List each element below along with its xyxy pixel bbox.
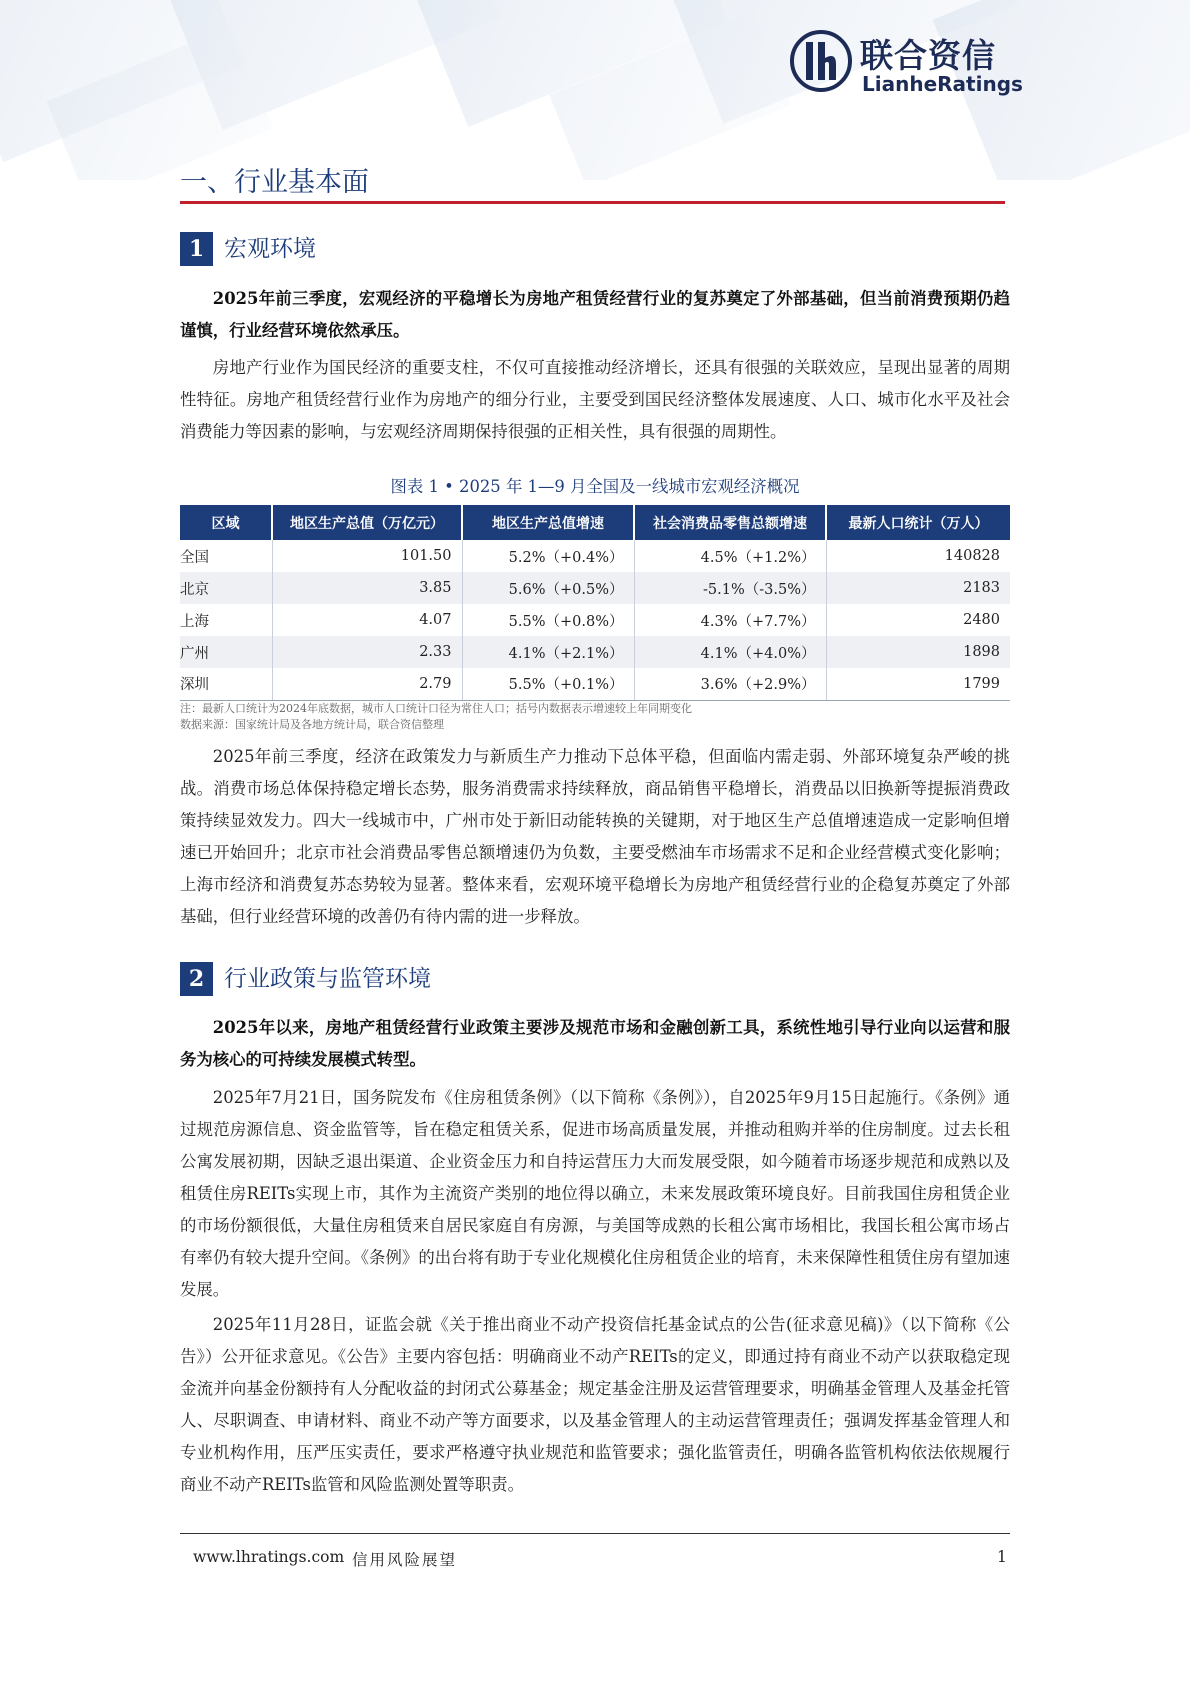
table-cell: 2480 [963, 612, 1000, 628]
section-1-number: 1 [180, 232, 213, 266]
table-cell: 2.33 [272, 636, 462, 668]
section-2-paragraph-1: 2025年7月21日，国务院发布《住房租赁条例》（以下简称《条例》），自2025年9月15日起施行。《条例》通过规范房源信息、资金监管等，旨在稳定租赁关系，促进市场高质量发展，并推动租购并举的住房制度。过去长租公寓发展初期，因缺乏退出渠道、企业资金压力和自持运营压力大而发展受限，如今随着市场逐步规范和成熟以及租赁住房REITs实现上市，其作为主流资产类别的地位得以确立，未来发展政策环境良好。目前我国住房租赁企业的市场份额很低，大量住房租赁来自居民家庭自有房源，与美国等成熟的长租公寓市场相比，我国长租公寓市场占有率仍有较大提升空间。《条例》的出台将有助于专业化规模化住房租赁企业的培育，未来保障性租赁住房有望加速发展。 [180, 1088, 1010, 1299]
table-row [180, 636, 1010, 668]
table-cell: 2.79 [272, 668, 462, 700]
brand-name-cn: 联合资信 [860, 36, 996, 75]
chapter-divider [180, 201, 1005, 204]
table-row [180, 668, 1010, 700]
table-note: 注：最新人口统计为2024年底数据，城市人口统计口径为常住人口；括号内数据表示增速较上年同期变化 [180, 702, 692, 715]
table-cell: 北京 [180, 572, 272, 604]
table-cell: 全国 [180, 540, 272, 572]
table-cell: -5.1%（-3.5%） [634, 572, 826, 604]
table-cell: 上海 [180, 604, 272, 636]
table-cell: 3.85 [272, 572, 462, 604]
section-1-title: 宏观环境 [224, 236, 316, 262]
section-2-heading [180, 962, 980, 996]
section-1-lead: 2025年前三季度，宏观经济的平稳增长为房地产租赁经营行业的复苏奠定了外部基础，但当前消费预期仍趋谨慎，行业经营环境依然承压。 [180, 289, 1010, 340]
table-cell: 4.3%（+7.7%） [634, 604, 826, 636]
table-cell: 5.5%（+0.8%） [462, 604, 634, 636]
table-cell: 1799 [826, 668, 1010, 700]
table-header-cell: 地区生产总值增速 [462, 505, 634, 540]
table-cell: 5.2%（+0.4%） [462, 540, 634, 572]
table-cell: 5.6%（+0.5%） [462, 572, 634, 604]
brand-logo [790, 28, 1023, 100]
footer-publication-name: 信用风险展望 [352, 1551, 458, 1569]
lianhe-logo-icon [790, 30, 852, 92]
table-cell: 140828 [944, 548, 1000, 564]
table-row [180, 572, 1010, 604]
footer-divider [180, 1533, 1010, 1534]
table-header-cell: 地区生产总值（万亿元） [272, 505, 462, 540]
table-cell: 1898 [826, 636, 1010, 668]
section-2-title: 行业政策与监管环境 [224, 966, 431, 992]
table-row [180, 540, 1010, 572]
section-2-number: 2 [180, 962, 213, 996]
table-header-row [180, 505, 1010, 540]
chapter-title: 一、行业基本面 [180, 167, 369, 198]
table-cell: 4.07 [272, 604, 462, 636]
table-cell: 广州 [180, 636, 272, 668]
table-cell: 101.50 [272, 540, 462, 572]
section-1-heading [180, 232, 980, 266]
table-cell: 4.1%（+2.1%） [462, 636, 634, 668]
table-row [180, 604, 1010, 636]
table-cell: 2183 [826, 572, 1010, 604]
table-cell: 3.6%（+2.9%） [634, 668, 826, 700]
section-2-lead: 2025年以来，房地产租赁经营行业政策主要涉及规范市场和金融创新工具，系统性地引导行业向以运营和服务为核心的可持续发展模式转型。 [180, 1018, 1010, 1069]
table-cell: 5.5%（+0.1%） [462, 668, 634, 700]
brand-name-en: LianheRatings [862, 72, 1023, 96]
page-number: 1 [997, 1548, 1007, 1566]
section-2-paragraph-2: 2025年11月28日，证监会就《关于推出商业不动产投资信托基金试点的公告(征求意见稿)》（以下简称《公告》）公开征求意见。《公告》主要内容包括：明确商业不动产REITs的定义，即通过持有商业不动产以获取稳定现金流并向基金份额持有人分配收益的封闭式公募基金；规定基金注册及运营管理要求，明确基金管理人及基金托管人、尽职调查、申请材料、商业不动产等方面要求，以及基金管理人的主动运营管理责任；强调发挥基金管理人和专业机构作用，压严压实责任，要求严格遵守执业规范和监管要求；强化监管责任，明确各监管机构依法依规履行商业不动产REITs监管和风险监测处置等职责。 [180, 1315, 1010, 1494]
table-cell: 4.1%（+4.0%） [634, 636, 826, 668]
table-caption: 图表 1 • 2025 年 1—9 月全国及一线城市宏观经济概况 [390, 477, 800, 496]
table-cell: 深圳 [180, 668, 272, 700]
table-header-cell: 社会消费品零售总额增速 [634, 505, 826, 540]
section-1-paragraph-2: 2025年前三季度，经济在政策发力与新质生产力推动下总体平稳，但面临内需走弱、外部环境复杂严峻的挑战。消费市场总体保持稳定增长态势，服务消费需求持续释放，商品销售平稳增长，消费品以旧换新等提振消费政策持续显效发力。四大一线城市中，广州市处于新旧动能转换的关键期，对于地区生产总值增速造成一定影响但增速已开始回升；北京市社会消费品零售总额增速仍为负数，主要受燃油车市场需求不足和企业经营模式变化影响；上海市经济和消费复苏态势较为显著。整体来看，宏观环境平稳增长为房地产租赁经营行业的企稳复苏奠定了外部基础，但行业经营环境的改善仍有待内需的进一步释放。 [180, 747, 1010, 926]
table-cell: 4.5%（+1.2%） [634, 540, 826, 572]
table-source: 数据来源：国家统计局及各地方统计局，联合资信整理 [180, 718, 444, 731]
section-1-paragraph-1: 房地产行业作为国民经济的重要支柱，不仅可直接推动经济增长，还具有很强的关联效应，呈现出显著的周期性特征。房地产租赁经营行业作为房地产的细分行业，主要受到国民经济整体发展速度、人口、城市化水平及社会消费能力等因素的影响，与宏观经济周期保持很强的正相关性，具有很强的周期性。 [180, 358, 1010, 441]
macro-economy-table [180, 505, 1010, 701]
footer-website-link[interactable]: www.lhratings.com [193, 1548, 345, 1566]
table-header-cell: 区域 [180, 505, 272, 540]
table-header-cell: 最新人口统计（万人） [826, 505, 1010, 540]
